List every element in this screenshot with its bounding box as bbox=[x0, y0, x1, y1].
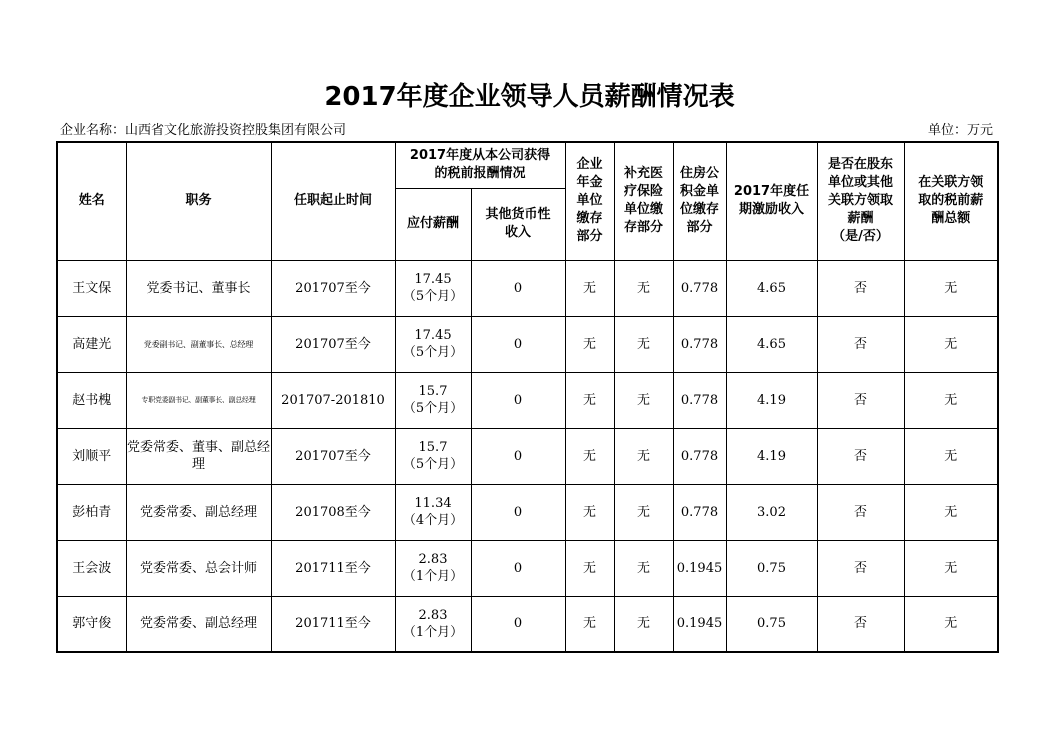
cell-shareholder: 否 bbox=[817, 372, 904, 428]
cell-shareholder: 否 bbox=[817, 260, 904, 316]
cell-annuity: 无 bbox=[565, 540, 614, 596]
table-row bbox=[57, 540, 998, 596]
cell-housing: 0.778 bbox=[673, 484, 726, 540]
cell-medical: 无 bbox=[614, 316, 673, 372]
cell-payable bbox=[395, 484, 471, 540]
cell-incentive: 4.65 bbox=[726, 316, 817, 372]
header-annuity-l3: 单位 bbox=[576, 193, 603, 209]
company-name: 企业名称：山西省文化旅游投资控股集团有限公司 bbox=[60, 123, 347, 138]
header-other-income bbox=[471, 188, 565, 260]
cell-other: 0 bbox=[471, 484, 565, 540]
cell-shareholder: 否 bbox=[817, 596, 904, 652]
cell-incentive: 4.19 bbox=[726, 372, 817, 428]
cell-position: 专职党委副书记、副董事长、副总经理 bbox=[126, 372, 271, 428]
cell-name: 高建光 bbox=[57, 316, 126, 372]
cell-position: 党委常委、董事、副总经理 bbox=[126, 428, 271, 484]
cell-incentive: 0.75 bbox=[726, 540, 817, 596]
cell-shareholder: 否 bbox=[817, 484, 904, 540]
cell-other: 0 bbox=[471, 372, 565, 428]
payable-value: 2.83 bbox=[418, 552, 448, 567]
header-shareholder-l1: 是否在股东 bbox=[827, 157, 893, 173]
header-medical-l2: 疗保险 bbox=[623, 184, 663, 200]
header-housing-l1: 住房公 bbox=[679, 166, 719, 182]
cell-name: 刘顺平 bbox=[57, 428, 126, 484]
cell-annuity: 无 bbox=[565, 428, 614, 484]
cell-incentive: 0.75 bbox=[726, 596, 817, 652]
cell-housing: 0.778 bbox=[673, 260, 726, 316]
cell-position: 党委常委、副总经理 bbox=[126, 484, 271, 540]
cell-position: 党委常委、总会计师 bbox=[126, 540, 271, 596]
cell-tenure: 201707至今 bbox=[271, 260, 395, 316]
payable-value: 2.83 bbox=[418, 607, 448, 623]
header-medical bbox=[614, 142, 673, 260]
payable-months: （5个月） bbox=[402, 457, 464, 472]
salary-table bbox=[56, 141, 999, 653]
table-row bbox=[57, 484, 998, 540]
table-row bbox=[57, 260, 998, 316]
header-related-l1: 在关联方领 bbox=[918, 175, 984, 191]
cell-incentive: 4.65 bbox=[726, 260, 817, 316]
header-annuity bbox=[565, 142, 614, 260]
cell-other: 0 bbox=[471, 540, 565, 596]
header-incentive-l1: 2017年度任 bbox=[733, 184, 810, 200]
cell-annuity: 无 bbox=[565, 260, 614, 316]
header-payable: 应付薪酬 bbox=[395, 188, 471, 260]
cell-related: 无 bbox=[904, 316, 998, 372]
header-pretax-line1: 2017年度从本公司获得 bbox=[409, 148, 551, 164]
cell-name: 王会波 bbox=[57, 540, 126, 596]
cell-tenure: 201711至今 bbox=[271, 596, 395, 652]
cell-position: 党委副书记、副董事长、总经理 bbox=[126, 316, 271, 372]
cell-tenure: 201707-201810 bbox=[271, 372, 395, 428]
cell-other: 0 bbox=[471, 428, 565, 484]
header-incentive bbox=[726, 142, 817, 260]
cell-payable bbox=[395, 372, 471, 428]
cell-related: 无 bbox=[904, 540, 998, 596]
header-related-l3: 酬总额 bbox=[931, 211, 971, 227]
cell-incentive: 4.19 bbox=[726, 428, 817, 484]
header-related bbox=[904, 142, 998, 260]
cell-shareholder: 否 bbox=[817, 428, 904, 484]
header-annuity-l1: 企业 bbox=[576, 157, 603, 173]
cell-annuity: 无 bbox=[565, 596, 614, 652]
cell-medical: 无 bbox=[614, 540, 673, 596]
cell-name: 赵书槐 bbox=[57, 372, 126, 428]
cell-housing: 0.778 bbox=[673, 428, 726, 484]
payable-value: 11.34 bbox=[414, 496, 452, 511]
header-tenure: 任职起止时间 bbox=[271, 142, 395, 260]
header-related-l2: 取的税前薪 bbox=[918, 193, 984, 209]
header-other-l1: 其他货币性 bbox=[485, 207, 551, 222]
cell-tenure: 201711至今 bbox=[271, 540, 395, 596]
payable-months: （5个月） bbox=[402, 401, 464, 416]
cell-shareholder: 否 bbox=[817, 316, 904, 372]
cell-other: 0 bbox=[471, 316, 565, 372]
cell-tenure: 201708至今 bbox=[271, 484, 395, 540]
header-housing-l2: 积金单 bbox=[679, 184, 719, 200]
cell-payable bbox=[395, 428, 471, 484]
table-row bbox=[57, 372, 998, 428]
header-name: 姓名 bbox=[57, 142, 126, 260]
cell-housing: 0.778 bbox=[673, 372, 726, 428]
cell-medical: 无 bbox=[614, 428, 673, 484]
payable-value: 17.45 bbox=[414, 328, 452, 343]
header-medical-l4: 存部分 bbox=[623, 220, 663, 236]
header-position: 职务 bbox=[126, 142, 271, 260]
cell-related: 无 bbox=[904, 260, 998, 316]
header-shareholder bbox=[817, 142, 904, 260]
table-row bbox=[57, 596, 998, 652]
cell-medical: 无 bbox=[614, 484, 673, 540]
cell-payable bbox=[395, 316, 471, 372]
header-shareholder-l3: 关联方领取 bbox=[827, 193, 893, 209]
unit-label: 单位：万元 bbox=[927, 123, 993, 138]
cell-annuity: 无 bbox=[565, 316, 614, 372]
cell-related: 无 bbox=[904, 596, 998, 652]
header-incentive-l2: 期激励收入 bbox=[738, 202, 804, 218]
header-shareholder-l4: 薪酬 bbox=[847, 211, 874, 227]
cell-position: 党委常委、副总经理 bbox=[126, 596, 271, 652]
payable-value: 15.7 bbox=[418, 384, 448, 399]
payable-value: 17.45 bbox=[414, 272, 452, 287]
header-annuity-l5: 部分 bbox=[576, 229, 603, 245]
table-row bbox=[57, 428, 998, 484]
header-annuity-l4: 缴存 bbox=[576, 211, 603, 227]
cell-related: 无 bbox=[904, 428, 998, 484]
cell-housing: 0.778 bbox=[673, 316, 726, 372]
header-shareholder-l5: （是/否） bbox=[832, 229, 889, 245]
cell-tenure: 201707至今 bbox=[271, 428, 395, 484]
cell-payable bbox=[395, 260, 471, 316]
payable-months: （5个月） bbox=[402, 289, 464, 304]
cell-related: 无 bbox=[904, 372, 998, 428]
header-medical-l3: 单位缴 bbox=[623, 202, 663, 218]
payable-months: （4个月） bbox=[402, 513, 464, 528]
cell-annuity: 无 bbox=[565, 372, 614, 428]
cell-shareholder: 否 bbox=[817, 540, 904, 596]
cell-position: 党委书记、董事长 bbox=[126, 260, 271, 316]
cell-other: 0 bbox=[471, 260, 565, 316]
cell-other: 0 bbox=[471, 596, 565, 652]
header-housing bbox=[673, 142, 726, 260]
header-housing-l4: 部分 bbox=[686, 220, 713, 236]
cell-tenure: 201707至今 bbox=[271, 316, 395, 372]
cell-housing: 0.1945 bbox=[673, 596, 726, 652]
page-title: 2017年度企业领导人员薪酬情况表 bbox=[324, 82, 735, 112]
payable-months: （1个月） bbox=[402, 624, 464, 640]
cell-housing: 0.1945 bbox=[673, 540, 726, 596]
cell-incentive: 3.02 bbox=[726, 484, 817, 540]
header-shareholder-l2: 单位或其他 bbox=[827, 175, 893, 191]
header-medical-l1: 补充医 bbox=[623, 166, 663, 182]
table-row bbox=[57, 316, 998, 372]
cell-payable bbox=[395, 596, 471, 652]
cell-medical: 无 bbox=[614, 596, 673, 652]
payable-months: （5个月） bbox=[402, 345, 464, 360]
cell-related: 无 bbox=[904, 484, 998, 540]
header-pretax-line2: 的税前报酬情况 bbox=[434, 166, 526, 182]
payable-months: （1个月） bbox=[402, 569, 464, 584]
cell-name: 郭守俊 bbox=[57, 596, 126, 652]
cell-annuity: 无 bbox=[565, 484, 614, 540]
cell-name: 彭柏青 bbox=[57, 484, 126, 540]
payable-value: 15.7 bbox=[418, 440, 448, 455]
header-annuity-l2: 年金 bbox=[576, 175, 603, 191]
header-pretax-group bbox=[395, 142, 565, 188]
cell-medical: 无 bbox=[614, 372, 673, 428]
cell-payable bbox=[395, 540, 471, 596]
header-housing-l3: 位缴存 bbox=[679, 202, 719, 218]
cell-medical: 无 bbox=[614, 260, 673, 316]
cell-name: 王文保 bbox=[57, 260, 126, 316]
header-other-l2: 收入 bbox=[504, 225, 531, 240]
